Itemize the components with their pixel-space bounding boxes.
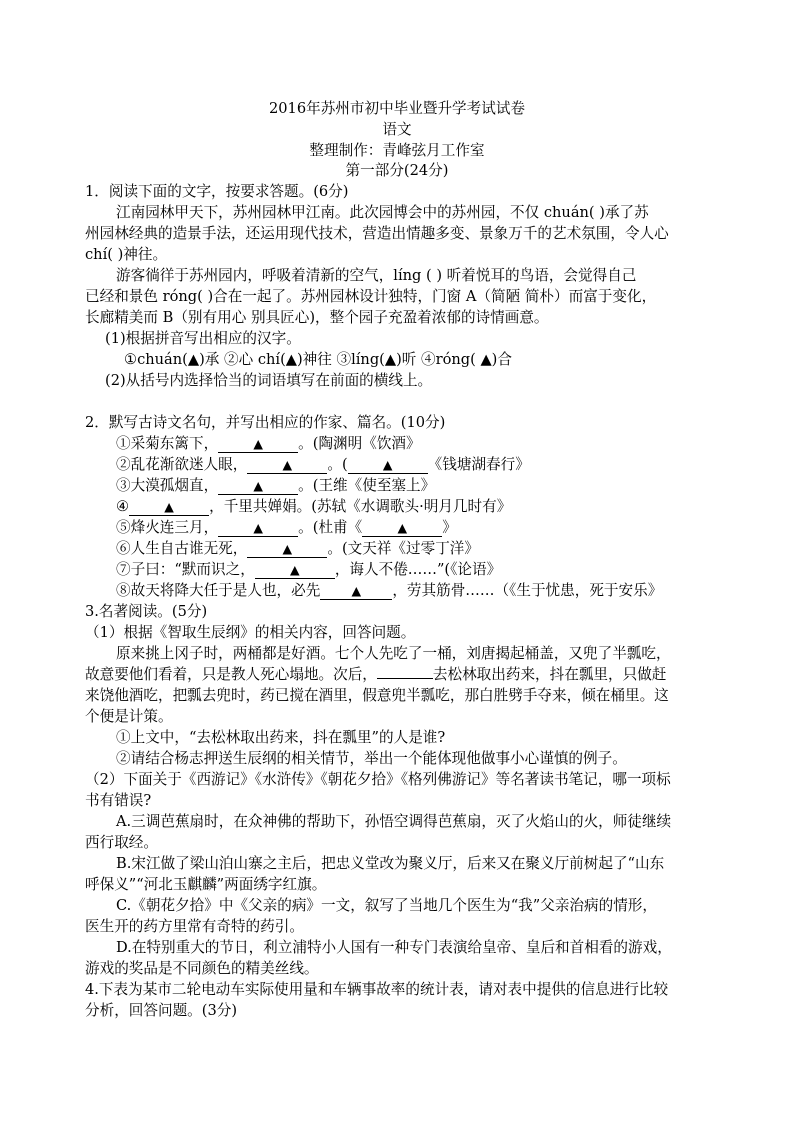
answer-blank[interactable]: [362, 520, 442, 537]
q2-stem: 2．默写古诗文名句，并写出相应的作家、篇名。(10分): [85, 414, 446, 431]
q3-sub2: （2）下面关于《西游记》《水浒传》《朝花夕拾》《格列佛游记》等名著读书笔记，哪一项标: [85, 771, 671, 788]
q2-item: ④ ▲ ，千里共婵娟。(苏轼《水调歌头·明月几时有》: [116, 498, 512, 515]
answer-blank[interactable]: [247, 457, 327, 474]
q1-stem: 1．阅读下面的文字，按要求答题。(6分): [85, 183, 349, 200]
q1-passage-line: 州园林经典的造景手法，还运用现代技术，营造出情趣多变、景象万千的艺术氛围，令人心: [85, 225, 669, 242]
answer-blank[interactable]: [348, 457, 428, 474]
answer-blank[interactable]: [218, 436, 298, 453]
triangle-mark: ▲: [282, 457, 293, 472]
answer-blank[interactable]: [218, 478, 298, 495]
q3-passage-line: 故意要他们看着，只是教人死心塌地。次后， 去松林取出药来，抖在瓢里，只做赶: [85, 666, 667, 683]
option-a: A.三调芭蕉扇时，在众神佛的帮助下，孙悟空调得芭蕉扇，灭了火焰山的火，师徒继续: [116, 813, 672, 830]
option-b: B.宋江做了梁山泊山寨之主后，把忠义堂改为聚义厅，后来又在聚义厅前树起了“山东: [116, 855, 665, 872]
q3-stem: 3.名著阅读。(5分): [85, 603, 208, 620]
q1-pinyin-items: ①chuán(▲)承 ②心 chí(▲)神往 ③líng(▲)听 ④róng( ▲)合: [124, 351, 512, 368]
q1-sub1: (1)根据拼音写出相应的汉字。: [105, 330, 301, 347]
option-c: 医生开的药方里常有奇特的药引。: [85, 918, 304, 935]
triangle-mark: ▲: [397, 520, 408, 535]
q2-item: ⑤烽火连三月， ▲ 。(杜甫《 ▲ 》: [116, 519, 457, 536]
option-a: 西行取经。: [85, 834, 158, 851]
q1-passage-line: 长廊精美而 B（别有用心 别具匠心)，整个园子充盈着浓郁的诗情画意。: [85, 309, 549, 326]
triangle-mark: ▲: [382, 457, 393, 472]
triangle-mark: ▲: [164, 499, 174, 514]
option-d: D.在特别重大的节日，利立浦特小人国有一种专门表演给皇帝、皇后和首相看的游戏，: [116, 939, 672, 956]
answer-blank[interactable]: [247, 541, 327, 558]
q3-sub1: （1）根据《智取生辰纲》的相关内容，回答问题。: [85, 624, 416, 641]
subject-title: 语文: [382, 121, 412, 138]
triangle-mark: ▲: [253, 478, 263, 493]
q2-item: ③大漠孤烟直， ▲ 。(王维《使至塞上》: [116, 477, 436, 494]
q3-passage-line: 原来挑上冈子时，两桶都是好酒。七个人先吃了一桶，刘唐揭起桶盖，又兜了半瓢吃，: [116, 645, 671, 662]
q4-stem: 4.下表为某市二轮电动车实际使用量和车辆事故率的统计表，请对表中提供的信息进行比较: [85, 981, 669, 998]
triangle-mark: ▲: [351, 583, 362, 598]
q4-stem: 分析，回答问题。(3分): [85, 1002, 238, 1019]
producer-line: 整理制作：青峰弦月工作室: [309, 142, 485, 159]
q1-passage-line: 游客徜徉于苏州园内，呼吸着清新的空气，líng ( ) 听着悦耳的鸟语，会觉得自己: [116, 267, 637, 284]
answer-blank[interactable]: [255, 562, 335, 579]
triangle-mark: ▲: [290, 562, 300, 577]
q2-item: ⑦子曰：“默而识之， ▲ ，诲人不倦……”(《论语》: [116, 561, 502, 578]
triangle-mark: ▲: [253, 520, 263, 535]
option-c: C.《朝花夕拾》中《父亲的病》一文，叙写了当地几个医生为“我”父亲治病的情形，: [116, 897, 657, 914]
option-b: 呼保义”“河北玉麒麟”两面绣字红旗。: [85, 876, 327, 893]
exam-title: 2016年苏州市初中毕业暨升学考试试卷: [268, 100, 526, 117]
part-title: 第一部分(24分): [345, 162, 449, 179]
answer-blank[interactable]: [320, 583, 392, 600]
q2-item: ⑥人生自古谁无死， ▲ 。(文天祥《过零丁洋》: [116, 540, 479, 557]
q1-sub2: (2)从括号内选择恰当的词语填写在前面的横线上。: [105, 372, 433, 389]
answer-blank[interactable]: [218, 520, 298, 537]
q2-item: ⑧故天将降大任于是人也，必先 ▲ ，劳其筋骨……（《生于忧患，死于安乐》: [116, 582, 663, 599]
q2-item: ①采菊东篱下， ▲ 。(陶渊明《饮酒》: [116, 435, 421, 452]
q1-passage-line: 已经和景色 róng( )合在一起了。苏州园林设计独特，门窗 A（简陋 简朴）而富于变化，: [85, 288, 657, 305]
q1-passage-line: chí( )神往。: [85, 246, 168, 263]
q1-passage-line: 江南园林甲天下，苏州园林甲江南。此次园博会中的苏州园，不仅 chuán( )承了苏: [116, 204, 649, 221]
q3-sub2: 书有错误?: [85, 792, 152, 809]
q3-passage-line: 来饶他酒吃，把瓢去兜时，药已搅在酒里，假意兜半瓢吃，那白胜劈手夺来，倾在桶里。这: [85, 687, 669, 704]
q3-question-b: ②请结合杨志押送生辰纲的相关情节，举出一个能体现他做事小心谨慎的例子。: [116, 750, 627, 767]
q2-item: ②乱花渐欲迷人眼， ▲ 。( ▲ 《钱塘湖春行》: [116, 456, 530, 473]
triangle-mark: ▲: [253, 436, 263, 451]
triangle-mark: ▲: [282, 541, 293, 556]
answer-blank[interactable]: [377, 678, 433, 679]
q3-question-a: ①上文中，“去松林取出药来，抖在瓢里”的人是谁?: [116, 729, 446, 746]
option-d: 游戏的奖品是不同颜色的精美丝线。: [85, 960, 319, 977]
answer-blank[interactable]: [129, 499, 209, 516]
q3-passage-line: 个便是计策。: [85, 708, 173, 725]
